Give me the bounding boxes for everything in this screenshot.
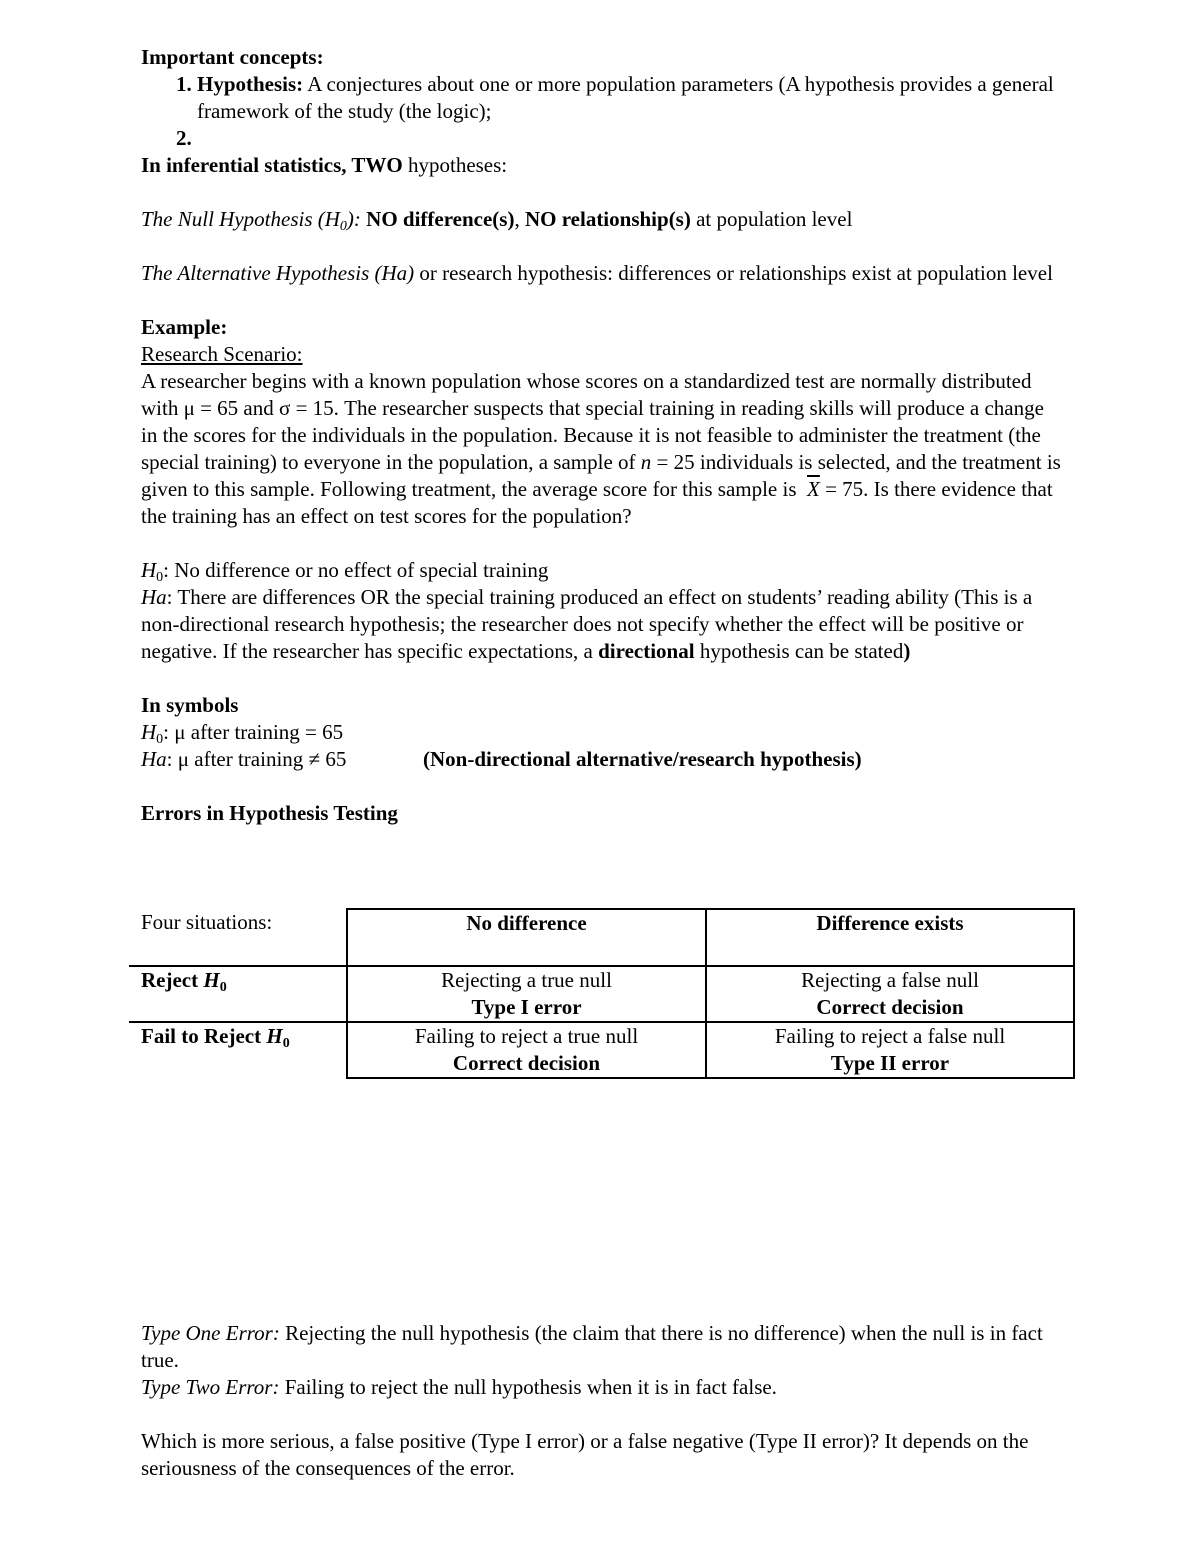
error-definitions xyxy=(141,1320,1061,1482)
column-header-difference-exists: Difference exists xyxy=(706,909,1074,966)
hypothesis-term: Hypothesis: xyxy=(197,72,304,96)
errors-heading: Errors in Hypothesis Testing xyxy=(141,801,398,825)
table-row xyxy=(129,966,1074,1022)
row-label-reject: Reject $H_0$ xyxy=(129,966,347,1022)
list-item xyxy=(141,125,1061,152)
document-body xyxy=(141,44,1061,827)
hypothesis-definition: A conjectures about one or more population parameters (A hypothesis provides a general framework of the study (the logic); xyxy=(197,72,1054,123)
inferential-line: In inferential statistics, TWO hypotheses: xyxy=(141,153,508,177)
concepts-heading: Important concepts: xyxy=(141,45,324,69)
alternative-hypothesis-definition: The Alternative Hypothesis (Ha) or research hypothesis: differences or relationships exist at population level xyxy=(141,261,1053,285)
type-one-error-definition: Type One Error: Rejecting the null hypothesis (the claim that there is no difference) when the null is in fact true. xyxy=(141,1321,1043,1372)
column-header-no-difference: No difference xyxy=(347,909,706,966)
symbols-ha: Ha: μ after training ≠ 65 (Non-directional alternative/research hypothesis) xyxy=(141,747,862,771)
table-cell: Rejecting a true null Type I error xyxy=(347,966,706,1022)
ha-statement: Ha: There are differences OR the special training produced an effect on students’ reading ability (This is a non-directional research hypothesis; the researcher does not specify whether the effect will be positive or negative. If the researcher has specific expectations, a directional hypothesis can be stated) xyxy=(141,585,1033,663)
table-header-row xyxy=(129,909,1074,966)
symbols-h0: $H_0$: μ after training = 65 xyxy=(141,720,344,747)
symbols-heading: In symbols xyxy=(141,693,239,717)
research-scenario-label: Research Scenario: xyxy=(141,342,303,366)
null-hypothesis-definition: The Null Hypothesis $(H_0)$: NO difference(s), NO relationship(s) at population level xyxy=(141,207,853,234)
type-two-error-definition: Type Two Error: Failing to reject the null hypothesis when it is in fact false. xyxy=(141,1375,777,1399)
h0-statement: $H_0$: No difference or no effect of special training xyxy=(141,558,549,585)
research-scenario-text: A researcher begins with a known population whose scores on a standardized test are normally distributed with μ = 65 and σ = 15. The researcher suspects that special training in reading skills will produce a change in the scores for the individuals in the population. Because it is not feasible to administer the treatment (the special training) to everyone in the population, a sample of n = 25 individuals is selected, and the treatment is given to this sample. Following treatment, the average score for this sample is $\overline{X} = 75$. Is there evidence that the training has an effect on test scores for the population? xyxy=(141,369,1061,528)
table-cell: Failing to reject a false null Type II error xyxy=(706,1022,1074,1078)
seriousness-question: Which is more serious, a false positive (Type I error) or a false negative (Type II error)? It depends on the seriousness of the consequences of the error. xyxy=(141,1429,1029,1480)
table-cell: Rejecting a false null Correct decision xyxy=(706,966,1074,1022)
errors-table xyxy=(129,908,1075,1079)
row-label-fail-to-reject: Fail to Reject $H_0$ xyxy=(129,1022,347,1078)
non-directional-note: (Non-directional alternative/research hypothesis) xyxy=(423,747,862,771)
list-item xyxy=(141,71,1061,125)
list-number: 2. xyxy=(176,126,192,150)
x-bar-symbol: $\overline{X}$ xyxy=(807,477,820,501)
table-corner-label: Four situations: xyxy=(141,910,273,934)
list-number: 1. xyxy=(176,72,192,96)
table-row xyxy=(129,1022,1074,1078)
table-cell: Failing to reject a true null Correct decision xyxy=(347,1022,706,1078)
example-heading: Example: xyxy=(141,315,228,339)
concepts-list xyxy=(141,71,1061,152)
